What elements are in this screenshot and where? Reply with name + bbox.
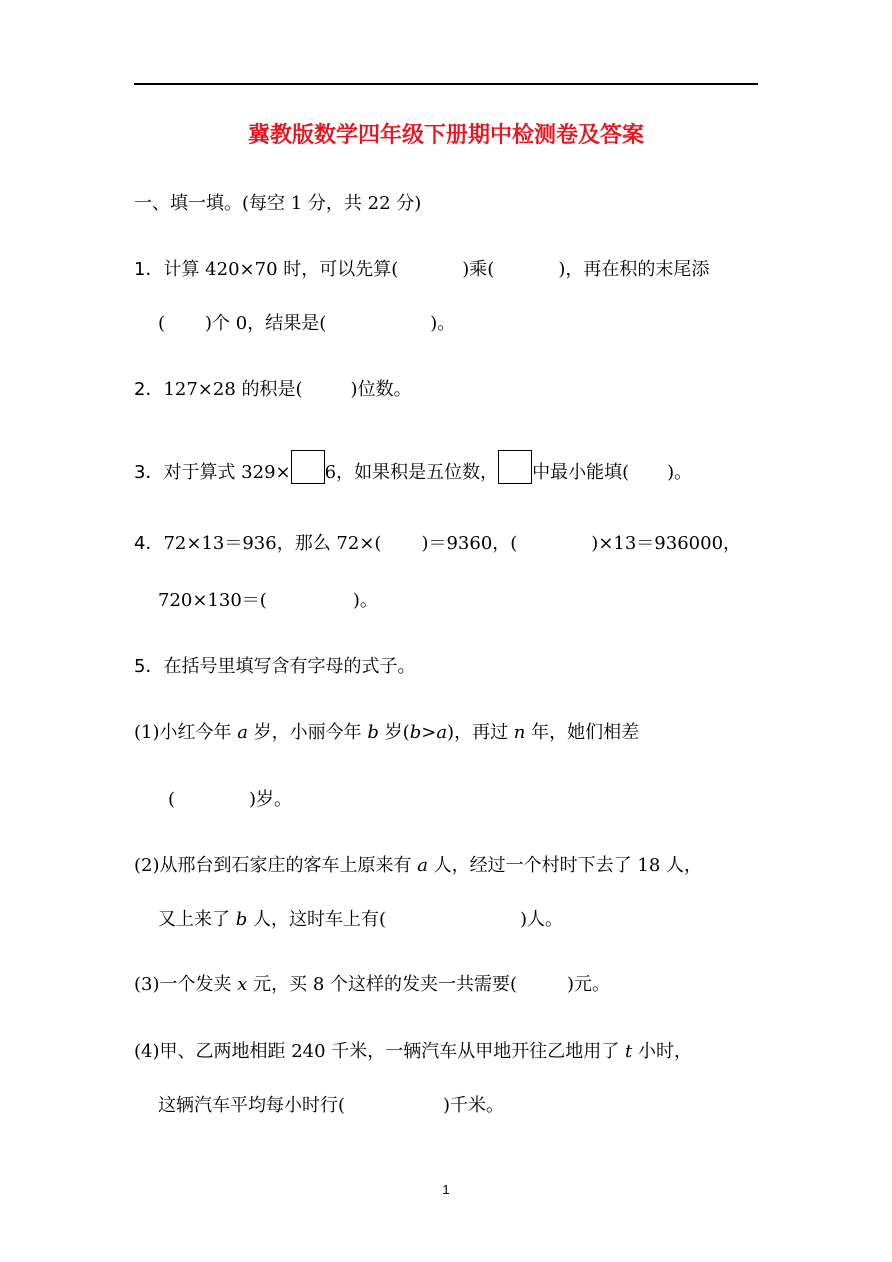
digit-box[interactable]: [498, 450, 532, 484]
question-5-1-line-2: ( )岁。: [168, 789, 293, 810]
header-rule: [134, 83, 758, 85]
question-number: 3．: [134, 462, 164, 483]
digit-box[interactable]: [291, 450, 325, 484]
question-4-line-2: 720×130＝( )。: [158, 590, 378, 611]
question-number: 2．: [134, 379, 164, 400]
question-5-4-line-2: 这辆汽车平均每小时行( )千米。: [158, 1095, 505, 1116]
question-5-3: (3)一个发夹 x 元，买 8 个这样的发夹一共需要( )元。: [134, 974, 611, 995]
question-number: 5．: [134, 656, 164, 677]
question-5-2-line-1: (2)从邢台到石家庄的客车上原来有 a 人，经过一个村时下去了 18 人，: [134, 855, 703, 876]
page-title: 冀教版数学四年级下册期中检测卷及答案: [247, 123, 644, 148]
question-5-4-line-1: (4)甲、乙两地相距 240 千米，一辆汽车从甲地开往乙地用了 t 小时，: [134, 1041, 692, 1062]
question-4-line-1: 4．72×13＝936，那么 72×( )＝9360，( )×13＝936000，: [134, 533, 742, 554]
question-2: 2．127×28 的积是( )位数。: [134, 379, 412, 400]
question-1-line-2: ( )个 0，结果是( )。: [158, 313, 456, 334]
question-5-2-line-2: 又上来了 b 人，这时车上有( )人。: [158, 909, 564, 930]
section-heading: 一、填一填。(每空 1 分，共 22 分): [134, 193, 422, 214]
page-number: 1: [442, 1182, 450, 1197]
question-1-line-1: 1．计算 420×70 时，可以先算( )乘( )，再在积的末尾添: [134, 259, 710, 280]
question-number: 1．: [134, 259, 164, 280]
question-3: 3．对于算式 329× 6，如果积是五位数， 中最小能填( )。: [134, 450, 692, 487]
question-5-1-line-1: (1)小红今年 a 岁，小丽今年 b 岁(b>a)，再过 n 年，她们相差: [134, 722, 640, 743]
question-number: 4．: [134, 533, 164, 554]
question-5: 5．在括号里填写含有字母的式子。: [134, 656, 416, 677]
